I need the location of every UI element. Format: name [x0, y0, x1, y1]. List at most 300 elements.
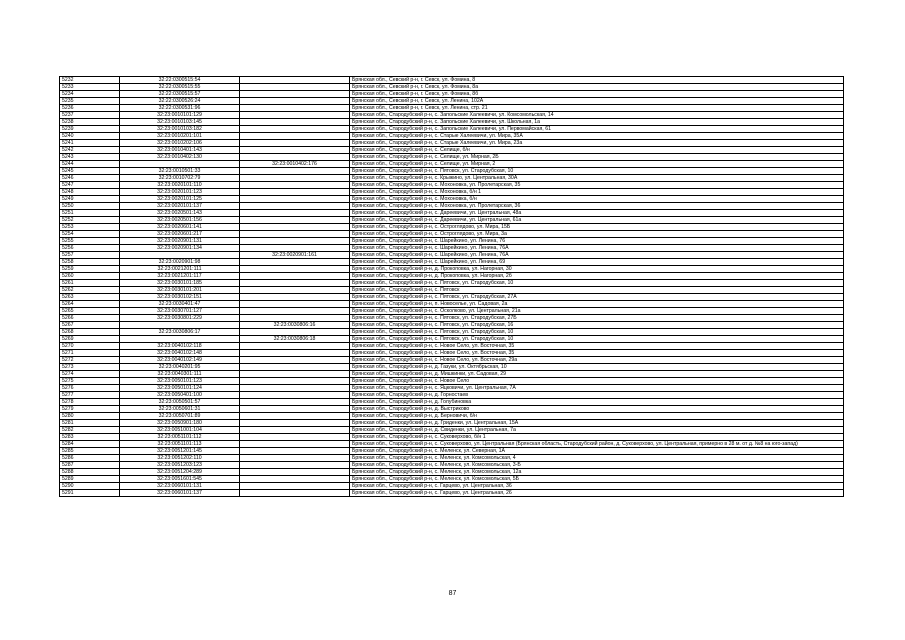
address-cell: Брянская обл., Стародубский р-н, с. Селище, б/н: [350, 147, 844, 154]
address-cell: Брянская обл., Стародубский р-н, с. Старые Халеевичи, ул. Мира, 35А: [350, 133, 844, 140]
table-row: [60, 133, 844, 140]
table-row: [60, 385, 844, 392]
table-row: [60, 140, 844, 147]
cadastral-number-cell: 32:23:0030801:229: [120, 315, 240, 322]
address-cell: Брянская обл., Стародубский р-н, с. Шарейкино, ул. Ленина, 76: [350, 238, 844, 245]
address-cell: Брянская обл., Стародубский р-н, с. Крыжино, ул. Центральная, 30А: [350, 175, 844, 182]
address-cell: Брянская обл., Севский р-н, г. Севск, ул. Фомина, 8б: [350, 91, 844, 98]
cadastral-number-alt-cell: [240, 140, 350, 147]
cadastral-number-cell: 32:23:0050601:31: [120, 406, 240, 413]
table-row: [60, 427, 844, 434]
table-row: [60, 455, 844, 462]
table-row: [60, 91, 844, 98]
address-cell: Брянская обл., Стародубский р-н, д. Гриденки, ул. Центральная, 15А: [350, 420, 844, 427]
cadastral-number-alt-cell: [240, 182, 350, 189]
cadastral-number-alt-cell: [240, 350, 350, 357]
row-number-cell: 5291: [60, 490, 120, 497]
cadastral-number-alt-cell: [240, 399, 350, 406]
address-cell: Брянская обл., Стародубский р-н, с. Суковерхово, ул. Центральная (Брянская область, Стародубский район, д. Суковерхово, ул. Центральная, примерно в 28 м. от д. №8 на юго-запад): [350, 441, 844, 448]
cadastral-number-alt-cell: [240, 91, 350, 98]
cadastral-number-alt-cell: [240, 343, 350, 350]
address-cell: Брянская обл., Стародубский р-н, с. Меленск, ул. Северная, 1А: [350, 448, 844, 455]
cadastral-number-cell: 32:23:0030701:127: [120, 308, 240, 315]
row-number-cell: 5262: [60, 287, 120, 294]
cadastral-number-cell: 32:23:0020501:143: [120, 210, 240, 217]
table-row: [60, 294, 844, 301]
table-row: [60, 266, 844, 273]
cadastral-number-alt-cell: [240, 385, 350, 392]
row-number-cell: 5261: [60, 280, 120, 287]
cadastral-number-alt-cell: [240, 98, 350, 105]
cadastral-number-cell: 32:23:0040102:118: [120, 343, 240, 350]
row-number-cell: 5260: [60, 273, 120, 280]
address-cell: Брянская обл., Стародубский р-н, д. Прокоповка, ул. Нагорная, 30: [350, 266, 844, 273]
cadastral-number-alt-cell: [240, 287, 350, 294]
cadastral-number-cell: 32:23:0040102:149: [120, 357, 240, 364]
address-cell: Брянская обл., Стародубский р-н, с. Мохоновка, б/н: [350, 196, 844, 203]
cadastral-number-alt-cell: [240, 476, 350, 483]
table-row: [60, 224, 844, 231]
cadastral-number-alt-cell: [240, 280, 350, 287]
registry-table-body: [60, 77, 844, 497]
address-cell: Брянская обл., Стародубский р-н, с. Шарейкино, ул. Ленина, 69: [350, 259, 844, 266]
table-row: [60, 196, 844, 203]
cadastral-number-cell: 32:23:0021201:117: [120, 273, 240, 280]
table-row: [60, 434, 844, 441]
table-row: [60, 182, 844, 189]
cadastral-number-alt-cell: [240, 175, 350, 182]
row-number-cell: 5277: [60, 392, 120, 399]
cadastral-number-cell: 32:23:0020101:123: [120, 189, 240, 196]
cadastral-number-alt-cell: [240, 420, 350, 427]
address-cell: Брянская обл., Севский р-н, г. Севск, ул. Фомина, 8а: [350, 84, 844, 91]
cadastral-number-alt-cell: [240, 196, 350, 203]
address-cell: Брянская обл., Стародубский р-н, с. Гарцево, ул. Центральная, 36: [350, 483, 844, 490]
cadastral-number-cell: 32:23:0050901:180: [120, 420, 240, 427]
row-number-cell: 5271: [60, 350, 120, 357]
cadastral-number-alt-cell: [240, 273, 350, 280]
cadastral-number-cell: 32:23:0051601:545: [120, 476, 240, 483]
cadastral-number-alt-cell: [240, 203, 350, 210]
table-row: [60, 126, 844, 133]
row-number-cell: 5245: [60, 168, 120, 175]
row-number-cell: 5270: [60, 343, 120, 350]
row-number-cell: 5263: [60, 294, 120, 301]
cadastral-number-alt-cell: 32:23:0030806:18: [240, 336, 350, 343]
table-row: [60, 322, 844, 329]
cadastral-number-alt-cell: [240, 224, 350, 231]
cadastral-number-alt-cell: [240, 448, 350, 455]
cadastral-number-alt-cell: [240, 462, 350, 469]
address-cell: Брянская обл., Севский р-н, г. Севск, ул. Фомина, 8: [350, 77, 844, 84]
address-cell: Брянская обл., Стародубский р-н, д. Горностаев: [350, 392, 844, 399]
table-row: [60, 168, 844, 175]
cadastral-number-alt-cell: [240, 301, 350, 308]
table-row: [60, 119, 844, 126]
row-number-cell: 5269: [60, 336, 120, 343]
row-number-cell: 5284: [60, 441, 120, 448]
row-number-cell: 5239: [60, 126, 120, 133]
table-row: [60, 98, 844, 105]
address-cell: Брянская обл., Стародубский р-н, д. Берновичи, б/н: [350, 413, 844, 420]
address-cell: Брянская обл., Стародубский р-н, с. Старые Халеевичи, ул. Мира, 23а: [350, 140, 844, 147]
cadastral-number-alt-cell: [240, 217, 350, 224]
cadastral-number-cell: 32:23:0050101:123: [120, 378, 240, 385]
cadastral-number-alt-cell: [240, 434, 350, 441]
table-row: [60, 84, 844, 91]
table-row: [60, 392, 844, 399]
table-row: [60, 252, 844, 259]
table-row: [60, 280, 844, 287]
address-cell: Брянская обл., Стародубский р-н, с. Новое Село, ул. Восточная, 35: [350, 350, 844, 357]
address-cell: Брянская обл., Стародубский р-н, с. Мохоновка, ул. Пролетарская, 35: [350, 182, 844, 189]
cadastral-number-cell: 32:23:0020901:98: [120, 259, 240, 266]
address-cell: Брянская обл., Стародубский р-н, с. Селище, ул. Мирная, 2: [350, 161, 844, 168]
cadastral-number-cell: 32:23:0020601:217: [120, 231, 240, 238]
cadastral-number-alt-cell: [240, 483, 350, 490]
cadastral-number-cell: 32:23:0060101:137: [120, 490, 240, 497]
cadastral-number-cell: 32:23:0030101:201: [120, 287, 240, 294]
cadastral-number-cell: [120, 252, 240, 259]
address-cell: Брянская обл., Стародубский р-н, с. Пятовск, ул. Стародубская, 10: [350, 280, 844, 287]
address-cell: Брянская обл., Стародубский р-н, с. Запольские Халеевичи, ул. Первомайская, 61: [350, 126, 844, 133]
row-number-cell: 5273: [60, 364, 120, 371]
address-cell: Брянская обл., Стародубский р-н, с. Мохоновка, б/н 1: [350, 189, 844, 196]
table-row: [60, 336, 844, 343]
table-row: [60, 462, 844, 469]
row-number-cell: 5251: [60, 210, 120, 217]
cadastral-number-cell: 32:23:0040301:111: [120, 371, 240, 378]
row-number-cell: 5287: [60, 462, 120, 469]
cadastral-number-cell: 32:23:0051203:123: [120, 462, 240, 469]
address-cell: Брянская обл., Стародубский р-н, с. Шарейкино, ул. Ленина, 76А: [350, 245, 844, 252]
row-number-cell: 5281: [60, 420, 120, 427]
table-row: [60, 399, 844, 406]
cadastral-number-cell: [120, 322, 240, 329]
cadastral-number-cell: 32:23:0010401:143: [120, 147, 240, 154]
cadastral-number-cell: 32:23:0020101:110: [120, 182, 240, 189]
row-number-cell: 5279: [60, 406, 120, 413]
cadastral-number-cell: 32:23:0010501:33: [120, 168, 240, 175]
row-number-cell: 5288: [60, 469, 120, 476]
cadastral-number-cell: 32:23:0020501:156: [120, 217, 240, 224]
table-row: [60, 217, 844, 224]
cadastral-number-alt-cell: [240, 392, 350, 399]
address-cell: Брянская обл., Стародубский р-н, с. Пятовск, ул. Стародубская, 10: [350, 168, 844, 175]
row-number-cell: 5266: [60, 315, 120, 322]
cadastral-number-cell: 32:23:0051201:145: [120, 448, 240, 455]
table-row: [60, 371, 844, 378]
table-row: [60, 420, 844, 427]
row-number-cell: 5257: [60, 252, 120, 259]
cadastral-number-alt-cell: [240, 469, 350, 476]
cadastral-number-cell: 32:23:0010103:145: [120, 119, 240, 126]
address-cell: Брянская обл., Стародубский р-н, с. Пятовск: [350, 287, 844, 294]
row-number-cell: 5236: [60, 105, 120, 112]
row-number-cell: 5259: [60, 266, 120, 273]
cadastral-number-cell: 32:23:0030102:151: [120, 294, 240, 301]
row-number-cell: 5274: [60, 371, 120, 378]
cadastral-number-alt-cell: 32:23:0010402:176: [240, 161, 350, 168]
cadastral-number-cell: 32:23:0010402:130: [120, 154, 240, 161]
table-row: [60, 154, 844, 161]
row-number-cell: 5238: [60, 119, 120, 126]
table-row: [60, 413, 844, 420]
address-cell: Брянская обл., Стародубский р-н, д. Выстриково: [350, 406, 844, 413]
table-row: [60, 315, 844, 322]
table-row: [60, 350, 844, 357]
address-cell: Брянская обл., Севский р-н, г. Севск, ул. Ленина, стр. 21: [350, 105, 844, 112]
cadastral-number-alt-cell: [240, 413, 350, 420]
table-row: [60, 308, 844, 315]
cadastral-number-alt-cell: [240, 294, 350, 301]
cadastral-number-alt-cell: [240, 357, 350, 364]
cadastral-number-cell: 32:23:0010101:129: [120, 112, 240, 119]
address-cell: Брянская обл., Стародубский р-н, д. Мишкинки, ул. Садовая, 29: [350, 371, 844, 378]
cadastral-number-alt-cell: 32:23:0020901:161: [240, 252, 350, 259]
table-row: [60, 287, 844, 294]
table-row: [60, 329, 844, 336]
address-cell: Брянская обл., Стародубский р-н, с. Пятовск, ул. Стародубская, 27Б: [350, 315, 844, 322]
row-number-cell: 5233: [60, 84, 120, 91]
cadastral-number-cell: 32:23:0020601:141: [120, 224, 240, 231]
cadastral-number-cell: 32:23:0040102:148: [120, 350, 240, 357]
row-number-cell: 5264: [60, 301, 120, 308]
cadastral-number-alt-cell: [240, 315, 350, 322]
table-row: [60, 273, 844, 280]
cadastral-number-cell: 32:23:0050501:57: [120, 399, 240, 406]
address-cell: Брянская обл., Стародубский р-н, д. Свиденки, ул. Центральная, 7а: [350, 427, 844, 434]
table-row: [60, 259, 844, 266]
row-number-cell: 5278: [60, 399, 120, 406]
table-row: [60, 245, 844, 252]
address-cell: Брянская обл., Стародубский р-н, с. Меленск, ул. Комсомольская, 5Б: [350, 476, 844, 483]
table-row: [60, 189, 844, 196]
row-number-cell: 5256: [60, 245, 120, 252]
address-cell: Брянская обл., Стародубский р-н, с. Пятовск, ул. Стародубская, 16: [350, 322, 844, 329]
table-row: [60, 469, 844, 476]
cadastral-number-cell: 32:23:0020101:125: [120, 196, 240, 203]
row-number-cell: 5242: [60, 147, 120, 154]
cadastral-number-cell: 32:22:0300531:96: [120, 105, 240, 112]
table-row: [60, 378, 844, 385]
cadastral-number-cell: 32:23:0060101:131: [120, 483, 240, 490]
table-row: [60, 301, 844, 308]
cadastral-number-cell: 32:23:0021201:111: [120, 266, 240, 273]
cadastral-number-cell: 32:22:0300515:57: [120, 91, 240, 98]
address-cell: Брянская обл., Стародубский р-н, с. Суковерхово, б/н 1: [350, 434, 844, 441]
row-number-cell: 5282: [60, 427, 120, 434]
cadastral-number-alt-cell: 32:23:0030806:16: [240, 322, 350, 329]
page-number: 87: [448, 590, 457, 597]
cadastral-number-alt-cell: [240, 266, 350, 273]
table-row: [60, 483, 844, 490]
cadastral-number-alt-cell: [240, 371, 350, 378]
address-cell: Брянская обл., Стародубский р-н, с. Пятовск, ул. Стародубская, 27А: [350, 294, 844, 301]
row-number-cell: 5285: [60, 448, 120, 455]
address-cell: Брянская обл., Стародубский р-н, с. Меленск, ул. Комсомольская, 4: [350, 455, 844, 462]
address-cell: Брянская обл., Стародубский р-н, с. Новое Село, ул. Восточная, 35: [350, 343, 844, 350]
row-number-cell: 5252: [60, 217, 120, 224]
cadastral-number-cell: 32:23:0051202:110: [120, 455, 240, 462]
cadastral-number-cell: 32:23:0050401:100: [120, 392, 240, 399]
table-row: [60, 203, 844, 210]
cadastral-number-alt-cell: [240, 84, 350, 91]
cadastral-number-alt-cell: [240, 147, 350, 154]
table-row: [60, 441, 844, 448]
cadastral-number-cell: 32:23:0051101:112: [120, 434, 240, 441]
address-cell: Брянская обл., Стародубский р-н, с. Осколково, ул. Центральная, 21а: [350, 308, 844, 315]
cadastral-number-alt-cell: [240, 126, 350, 133]
cadastral-number-cell: 32:23:0010202:106: [120, 140, 240, 147]
address-cell: Брянская обл., Стародубский р-н, д. Газуки, ул. Октябрьская, 10: [350, 364, 844, 371]
table-row: [60, 490, 844, 497]
address-cell: Брянская обл., Стародубский р-н, с. Шарейкино, ул. Ленина, 76А: [350, 252, 844, 259]
row-number-cell: 5234: [60, 91, 120, 98]
cadastral-number-alt-cell: [240, 490, 350, 497]
row-number-cell: 5232: [60, 77, 120, 84]
row-number-cell: 5286: [60, 455, 120, 462]
cadastral-number-alt-cell: [240, 210, 350, 217]
row-number-cell: 5280: [60, 413, 120, 420]
cadastral-number-cell: 32:23:0050101:124: [120, 385, 240, 392]
row-number-cell: 5243: [60, 154, 120, 161]
row-number-cell: 5235: [60, 98, 120, 105]
row-number-cell: 5241: [60, 140, 120, 147]
address-cell: Брянская обл., Стародубский р-н, с. Селище, ул. Мирная, 2Б: [350, 154, 844, 161]
cadastral-number-alt-cell: [240, 406, 350, 413]
row-number-cell: 5268: [60, 329, 120, 336]
cadastral-number-alt-cell: [240, 259, 350, 266]
row-number-cell: 5255: [60, 238, 120, 245]
row-number-cell: 5244: [60, 161, 120, 168]
table-row: [60, 238, 844, 245]
cadastral-number-alt-cell: [240, 77, 350, 84]
row-number-cell: 5237: [60, 112, 120, 119]
row-number-cell: 5258: [60, 259, 120, 266]
cadastral-number-cell: 32:22:0300526:24: [120, 98, 240, 105]
table-row: [60, 105, 844, 112]
cadastral-number-cell: 32:22:0300515:55: [120, 84, 240, 91]
address-cell: Брянская обл., Стародубский р-н, с. Яцковичи, ул. Центральная, 7А: [350, 385, 844, 392]
cadastral-number-alt-cell: [240, 427, 350, 434]
cadastral-number-cell: 32:23:0051101:113: [120, 441, 240, 448]
table-row: [60, 343, 844, 350]
cadastral-number-alt-cell: [240, 112, 350, 119]
cadastral-number-cell: 32:23:0020901:131: [120, 238, 240, 245]
table-row: [60, 357, 844, 364]
cadastral-number-alt-cell: [240, 119, 350, 126]
cadastral-number-alt-cell: [240, 133, 350, 140]
row-number-cell: 5247: [60, 182, 120, 189]
row-number-cell: 5272: [60, 357, 120, 364]
cadastral-number-alt-cell: [240, 231, 350, 238]
address-cell: Брянская обл., Стародубский р-н, с. Пятовск, ул. Стародубская, 10: [350, 336, 844, 343]
address-cell: Брянская обл., Стародубский р-н, с. Остроглядово, ул. Мира, 3а: [350, 231, 844, 238]
address-cell: Брянская обл., Стародубский р-н, д. Прокоповка, ул. Нагорная, 2б: [350, 273, 844, 280]
cadastral-number-cell: 32:23:0040201:95: [120, 364, 240, 371]
cadastral-number-alt-cell: [240, 105, 350, 112]
row-number-cell: 5249: [60, 196, 120, 203]
row-number-cell: 5275: [60, 378, 120, 385]
cadastral-number-alt-cell: [240, 364, 350, 371]
cadastral-number-alt-cell: [240, 378, 350, 385]
address-cell: Брянская обл., Севский р-н, г. Севск, ул. Ленина, 102А: [350, 98, 844, 105]
address-cell: Брянская обл., Стародубский р-н, с. Дареевичи, ул. Центральная, 48а: [350, 210, 844, 217]
table-row: [60, 210, 844, 217]
table-row: [60, 161, 844, 168]
cadastral-number-cell: 32:23:0010201:101: [120, 133, 240, 140]
cadastral-number-alt-cell: [240, 168, 350, 175]
table-row: [60, 448, 844, 455]
cadastral-number-cell: 32:23:0030101:185: [120, 280, 240, 287]
address-cell: Брянская обл., Стародубский р-н, с. Меленск, ул. Комсомольская, 12а: [350, 469, 844, 476]
cadastral-number-cell: 32:23:0010702:79: [120, 175, 240, 182]
address-cell: Брянская обл., Стародубский р-н, с. Пятовск, ул. Стародубская, 10: [350, 329, 844, 336]
address-cell: Брянская обл., Стародубский р-н, п. Новоселье, ул. Садовая, 2а: [350, 301, 844, 308]
cadastral-number-cell: 32:23:0030806:17: [120, 329, 240, 336]
cadastral-number-cell: 32:23:0051204:289: [120, 469, 240, 476]
row-number-cell: 5267: [60, 322, 120, 329]
address-cell: Брянская обл., Стародубский р-н, с. Дареевичи, ул. Центральная, 61а: [350, 217, 844, 224]
registry-table: [59, 76, 844, 497]
cadastral-number-alt-cell: [240, 329, 350, 336]
row-number-cell: 5276: [60, 385, 120, 392]
address-cell: Брянская обл., Стародубский р-н, с. Запольские Халеевичи, ул. Комсомольская, 14: [350, 112, 844, 119]
address-cell: Брянская обл., Стародубский р-н, с. Запольские Халеевичи, ул. Школьная, 1а: [350, 119, 844, 126]
table-row: [60, 147, 844, 154]
row-number-cell: 5290: [60, 483, 120, 490]
row-number-cell: 5289: [60, 476, 120, 483]
table-row: [60, 406, 844, 413]
cadastral-number-cell: 32:22:0300515:54: [120, 77, 240, 84]
cadastral-number-cell: [120, 336, 240, 343]
table-row: [60, 476, 844, 483]
cadastral-number-alt-cell: [240, 154, 350, 161]
cadastral-number-cell: 32:23:0020901:134: [120, 245, 240, 252]
table-row: [60, 175, 844, 182]
table-row: [60, 112, 844, 119]
address-cell: Брянская обл., Стародубский р-н, с. Меленск, ул. Комсомольская, 3-Б: [350, 462, 844, 469]
address-cell: Брянская обл., Стародубский р-н, д. Голубиновка: [350, 399, 844, 406]
address-cell: Брянская обл., Стародубский р-н, с. Новое Село, ул. Восточная, 29а: [350, 357, 844, 364]
row-number-cell: 5265: [60, 308, 120, 315]
address-cell: Брянская обл., Стародубский р-н, с. Остроглядово, ул. Мира, 15Б: [350, 224, 844, 231]
table-row: [60, 77, 844, 84]
cadastral-number-cell: [120, 161, 240, 168]
address-cell: Брянская обл., Стародубский р-н, с. Мохоновка, ул. Пролетарская, 36: [350, 203, 844, 210]
cadastral-number-alt-cell: [240, 238, 350, 245]
row-number-cell: 5254: [60, 231, 120, 238]
table-row: [60, 364, 844, 371]
row-number-cell: 5240: [60, 133, 120, 140]
cadastral-number-cell: 32:23:0051001:104: [120, 427, 240, 434]
cadastral-number-cell: 32:23:0010103:182: [120, 126, 240, 133]
cadastral-number-cell: 32:23:0030401:47: [120, 301, 240, 308]
cadastral-number-cell: 32:23:0020101:137: [120, 203, 240, 210]
address-cell: Брянская обл., Стародубский р-н, с. Новое Село: [350, 378, 844, 385]
row-number-cell: 5248: [60, 189, 120, 196]
cadastral-number-alt-cell: [240, 189, 350, 196]
cadastral-number-alt-cell: [240, 308, 350, 315]
cadastral-number-cell: 32:23:0050701:89: [120, 413, 240, 420]
row-number-cell: 5283: [60, 434, 120, 441]
cadastral-number-alt-cell: [240, 455, 350, 462]
cadastral-number-alt-cell: [240, 245, 350, 252]
table-row: [60, 231, 844, 238]
row-number-cell: 5246: [60, 175, 120, 182]
cadastral-number-alt-cell: [240, 441, 350, 448]
